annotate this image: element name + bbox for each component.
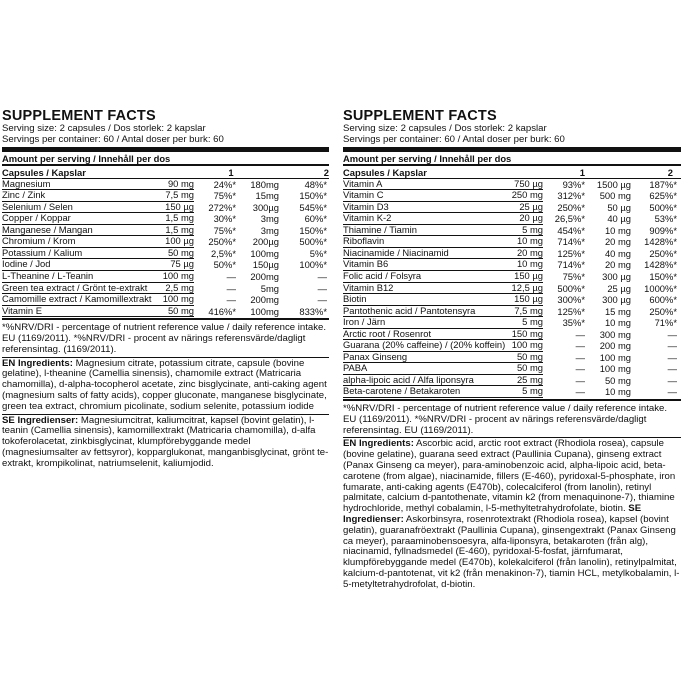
- amount-2: 1500 µg: [596, 178, 631, 190]
- panel-title: SUPPLEMENT FACTS: [343, 108, 497, 124]
- amount-2: 300 mg: [599, 328, 631, 340]
- amount-2: 10 mg: [604, 224, 631, 236]
- amount-2: 5mg: [260, 282, 279, 294]
- en-ingredients-text: Ascorbic acid, arctic root extract (Rhodiola rosea), capsule (bovine gelatine), guarana seed extract (Paullinia Cupana), ginseng extract (Panax Ginseng ca meyer), para-aminobenzoic acid, alpha-lipoic acid, beta-carotene (from algae), niacinamide, fillers (E-460), pyridoxal-5-phosphate, iron fumarate, anti-caking agents (E470b), colecalciferol (from lanolin), retinyl palmitate, calcium d-pantothenate, vitamin k2 (from menaquinone-7), thiamine hydrochloride, methyl cobalamin, l-5-methyltetrahydrofolate, biotin.: [343, 438, 676, 515]
- nrv-2: 1428%*: [644, 259, 677, 271]
- table-row: [343, 190, 681, 202]
- amount-2: 100mg: [250, 305, 279, 317]
- nrv-2: —: [667, 351, 677, 363]
- amount-1: 10 mg: [489, 259, 543, 271]
- amount-per-serving: Amount per serving / Innehåll per dos: [2, 152, 171, 164]
- nrv-2: 150%*: [649, 270, 677, 282]
- nutrient-name: Vitamin K-2: [343, 213, 489, 225]
- nutrient-table: [2, 179, 329, 318]
- nutrient-name: Vitamin B6: [343, 259, 489, 271]
- table-end-divider: [2, 318, 329, 320]
- nutrient-name: Biotin: [343, 294, 489, 306]
- nutrient-name: Riboflavin: [343, 236, 489, 248]
- amount-2: 200µg: [252, 236, 279, 248]
- amount-1: 250 mg: [489, 190, 543, 202]
- nutrient-name: Vitamin D3: [343, 202, 489, 214]
- se-ingredients-text: Askorbinsyra, rosenrotextrakt (Rhodiola rosea), kapsel (bovint gelatin), guaranafröextrakt (Paullinia Cupana), ginsengextrakt (Panax Ginseng ca meyer), paraaminobensoesyra, alfa-liponsyra, betakaroten (från alg), niacinamid, fyllnadsmedel (E-460), pyridoxal-5-fosfat, järnfumarat, klumpförebyggande medel (E470b), kolekalciferol (från lanolin), retinylpalmitat, kalcium-d-pantotenat, vit k2 (från menakinon-7), tiamin HCL, metylkobalamin, l-5-metyltetrahydrofolat, d-biotin.: [343, 513, 680, 590]
- header-col-1: 1: [228, 166, 234, 178]
- nrv-1: 500%*: [557, 282, 585, 294]
- nutrient-name: Pantothenic acid / Pantotensyra: [343, 306, 489, 318]
- amount-1: 25 mg: [489, 375, 543, 387]
- amount-2: 20 mg: [604, 259, 631, 271]
- panel-title: SUPPLEMENT FACTS: [2, 108, 156, 124]
- nrv-1: 272%*: [208, 201, 236, 213]
- table-header: [2, 164, 329, 179]
- amount-1: 7,5 mg: [489, 306, 543, 318]
- nrv-1: 93%*: [562, 178, 585, 190]
- amount-1: 75 µg: [150, 259, 194, 271]
- amount-2: 50 µg: [607, 201, 631, 213]
- nrv-2: 150%*: [299, 190, 327, 202]
- nutrient-name: Panax Ginseng: [343, 352, 489, 364]
- serving-size: Serving size: 2 capsules / Dos storlek: 2 kapslar: [343, 123, 547, 134]
- nrv-note: *%NRV/DRI - percentage of nutrient reference value / daily reference intake. EU (1169/2011). *%NRV/DRI - procent av närings referensvärde/dagligt referensintag. (1169/2011).: [2, 322, 327, 355]
- nutrient-name: Potassium / Kalium: [2, 248, 150, 260]
- en-ingredients-text: Magnesium citrate, potassium citrate, capsule (bovine gelatine), l-theanine (Camellia sinensis), chamomile extract (Matricaria chamomilla), d-alpha-tocopherol acetate, zinc bisglycinate, anti-caking agent (magnesium salts of fatty acids), copper gluconate, manganese bisglycinate, green tea extract, chromium picolinate, sodium selenite, potassium iodide: [2, 357, 327, 412]
- nrv-1: —: [575, 328, 585, 340]
- se-ingredients-label: SE Ingredienser:: [2, 414, 79, 426]
- amount-1: 5 mg: [489, 386, 543, 398]
- nutrient-name: Magnesium: [2, 179, 150, 191]
- amount-1: 100 mg: [150, 294, 194, 306]
- nrv-1: 24%*: [213, 178, 236, 190]
- nrv-1: 714%*: [557, 259, 585, 271]
- nrv-1: —: [575, 386, 585, 398]
- nrv-1: 300%*: [557, 294, 585, 306]
- amount-2: 15 mg: [604, 305, 631, 317]
- table-row: [343, 271, 681, 283]
- header-capsules: Capsules / Kapslar: [2, 166, 86, 178]
- amount-1: 50 mg: [489, 352, 543, 364]
- nrv-2: —: [667, 328, 677, 340]
- amount-1: 5 mg: [489, 317, 543, 329]
- nrv-1: 35%*: [562, 317, 585, 329]
- amount-per-serving: Amount per serving / Innehåll per dos: [343, 152, 512, 164]
- nutrient-name: L-Theanine / L-Teanin: [2, 271, 150, 283]
- nrv-2: —: [667, 363, 677, 375]
- nrv-2: —: [317, 282, 327, 294]
- amount-1: 1,5 mg: [150, 225, 194, 237]
- nutrient-name: Iron / Järn: [343, 317, 489, 329]
- nrv-2: 48%*: [304, 178, 327, 190]
- amount-1: 150 µg: [489, 271, 543, 283]
- header-capsules: Capsules / Kapslar: [343, 166, 427, 178]
- amount-1: 1,5 mg: [150, 213, 194, 225]
- table-row: [2, 190, 329, 202]
- table-row: [343, 306, 681, 318]
- supplement-facts-panel-left: [2, 109, 329, 470]
- nrv-2: 1428%*: [644, 236, 677, 248]
- nrv-2: —: [667, 340, 677, 352]
- nrv-1: 75%*: [562, 270, 585, 282]
- nrv-1: 312%*: [557, 190, 585, 202]
- nutrient-name: Guarana (20% caffeine) / (20% koffein): [343, 339, 506, 351]
- amount-2: 100 mg: [599, 363, 631, 375]
- table-row: [2, 248, 329, 260]
- nutrient-name: alpha-lipoic acid / Alfa liponsyra: [343, 375, 489, 387]
- amount-2: 200mg: [250, 270, 279, 282]
- amount-1: 150 µg: [150, 202, 194, 214]
- amount-1: 100 mg: [150, 271, 194, 283]
- amount-1: 50 mg: [150, 306, 194, 318]
- nrv-1: —: [226, 270, 236, 282]
- nrv-2: 71%*: [654, 317, 677, 329]
- nrv-2: 53%*: [654, 213, 677, 225]
- nrv-2: 909%*: [649, 224, 677, 236]
- amount-2: 40 mg: [604, 247, 631, 259]
- nutrient-name: Copper / Koppar: [2, 213, 150, 225]
- table-row: [343, 386, 681, 398]
- table-row: [343, 283, 681, 295]
- nrv-2: 625%*: [649, 190, 677, 202]
- nutrient-table: [343, 179, 681, 398]
- nrv-1: 125%*: [557, 247, 585, 259]
- amount-2: 300µg: [252, 201, 279, 213]
- nutrient-name: Thiamine / Tiamin: [343, 225, 489, 237]
- header-col-2: 2: [667, 166, 673, 178]
- amount-1: 150 µg: [489, 294, 543, 306]
- amount-2: 3mg: [260, 213, 279, 225]
- nrv-1: —: [575, 374, 585, 386]
- table-row: [343, 202, 681, 214]
- amount-1: 100 mg: [489, 340, 543, 352]
- header-col-1: 1: [579, 166, 585, 178]
- table-row: [343, 317, 681, 329]
- en-ingredients: [2, 357, 329, 413]
- amount-1: 150 mg: [489, 329, 543, 341]
- amount-2: 200mg: [250, 294, 279, 306]
- nrv-2: —: [317, 294, 327, 306]
- nrv-1: 75%*: [213, 190, 236, 202]
- nrv-1: 50%*: [213, 259, 236, 271]
- amount-2: 500 mg: [599, 190, 631, 202]
- nrv-2: 150%*: [299, 224, 327, 236]
- nrv-1: 26,5%*: [554, 213, 585, 225]
- table-end-divider: [343, 399, 681, 401]
- en-ingredients-label: EN Ingredients:: [343, 438, 414, 450]
- nrv-1: 30%*: [213, 213, 236, 225]
- amount-2: 180mg: [250, 178, 279, 190]
- nrv-2: —: [317, 270, 327, 282]
- nutrient-name: Selenium / Selen: [2, 202, 150, 214]
- amount-1: 100 µg: [150, 236, 194, 248]
- nrv-2: 5%*: [309, 247, 327, 259]
- nutrient-name: Green tea extract / Grönt te-extrakt: [2, 283, 150, 295]
- nrv-1: 714%*: [557, 236, 585, 248]
- amount-2: 300 µg: [602, 270, 631, 282]
- nrv-2: 500%*: [299, 236, 327, 248]
- nrv-1: 125%*: [557, 305, 585, 317]
- amount-2: 10 mg: [604, 317, 631, 329]
- nrv-2: 250%*: [649, 247, 677, 259]
- nrv-1: 416%*: [208, 305, 236, 317]
- nrv-2: 545%*: [299, 201, 327, 213]
- table-header: [343, 164, 681, 179]
- amount-1: 5 mg: [489, 225, 543, 237]
- en-ingredients-label: EN Ingredients:: [2, 357, 73, 369]
- amount-1: 750 µg: [489, 179, 543, 191]
- nrv-2: 500%*: [649, 201, 677, 213]
- amount-2: 10 mg: [604, 386, 631, 398]
- table-row: [2, 271, 329, 283]
- nrv-1: 2,5%*: [210, 247, 236, 259]
- se-ingredients-text: Magnesiumcitrat, kaliumcitrat, kapsel (bovint gelatin), l-teanin (Camellia sinensis), kamomillextrakt (Matricaria chamomilla), d-alfa tokoferolacetat, zinkbisglycinat, klumpförebyggande medel (magnesiumsalter av fettsyror), kopparglukonat, manganbisglycinat, grönt te-extrakt, krompikolinat, natriumselenit, kaliumjodid.: [2, 414, 329, 469]
- nrv-2: 187%*: [649, 178, 677, 190]
- amount-2: 20 mg: [604, 236, 631, 248]
- nrv-2: 100%*: [299, 259, 327, 271]
- nrv-1: 250%*: [557, 201, 585, 213]
- servings-per-container: Servings per container: 60 / Antal doser per burk: 60: [343, 133, 565, 145]
- table-row: [343, 352, 681, 364]
- amount-2: 200 mg: [599, 340, 631, 352]
- amount-2: 100mg: [250, 247, 279, 259]
- amount-1: 50 mg: [150, 248, 194, 260]
- nrv-1: 75%*: [213, 224, 236, 236]
- amount-2: 100 mg: [599, 351, 631, 363]
- nutrient-name: Vitamin E: [2, 306, 150, 318]
- nrv-1: —: [575, 340, 585, 352]
- servings-per-container: Servings per container: 60 / Antal doser per burk: 60: [2, 133, 224, 145]
- amount-2: 40 µg: [607, 213, 631, 225]
- table-row: [343, 248, 681, 260]
- amount-2: 25 µg: [607, 282, 631, 294]
- serving-size: Serving size: 2 capsules / Dos storlek: 2 kapslar: [2, 123, 206, 134]
- table-row: [343, 225, 681, 237]
- nutrient-name: Arctic root / Rosenrot: [343, 329, 489, 341]
- nrv-1: —: [575, 363, 585, 375]
- nrv-1: —: [226, 282, 236, 294]
- nrv-2: 1000%*: [644, 282, 677, 294]
- nutrient-name: PABA: [343, 363, 489, 375]
- amount-1: 25 µg: [489, 202, 543, 214]
- amount-2: 150µg: [252, 259, 279, 271]
- amount-2: 50 mg: [604, 374, 631, 386]
- nutrient-name: Camomille extract / Kamomillextrakt: [2, 293, 152, 305]
- nutrient-name: Vitamin B12: [343, 283, 489, 295]
- nrv-2: —: [667, 374, 677, 386]
- nrv-2: 833%*: [299, 305, 327, 317]
- amount-1: 7,5 mg: [150, 190, 194, 202]
- nutrient-name: Chromium / Krom: [2, 236, 150, 248]
- amount-2: 15mg: [255, 190, 279, 202]
- nutrient-name: Zinc / Zink: [2, 190, 150, 202]
- nrv-1: —: [226, 294, 236, 306]
- amount-1: 90 mg: [150, 179, 194, 191]
- nrv-2: 600%*: [649, 294, 677, 306]
- nutrient-name: Manganese / Mangan: [2, 225, 150, 237]
- nrv-2: 60%*: [304, 213, 327, 225]
- header-col-2: 2: [323, 166, 329, 178]
- nrv-2: —: [667, 386, 677, 398]
- nrv-2: 250%*: [649, 305, 677, 317]
- nutrient-name: Vitamin A: [343, 179, 489, 191]
- nrv-note: *%NRV/DRI - percentage of nutrient reference value / daily reference intake. EU (1169/2011). *%NRV/DRI - procent av närings referensvärde/dagligt referensintag. EU (1169/2011).: [343, 402, 668, 436]
- nutrient-name: Niacinamide / Niacinamid: [343, 248, 489, 260]
- amount-1: 12,5 µg: [489, 283, 543, 295]
- nutrient-name: Beta-carotene / Betakaroten: [343, 386, 489, 398]
- amount-1: 20 mg: [489, 248, 543, 260]
- se-ingredients-label: SE Ingredienser:: [343, 503, 642, 525]
- amount-1: 50 mg: [489, 363, 543, 375]
- nutrient-name: Folic acid / Folsyra: [343, 271, 489, 283]
- se-ingredients: [2, 414, 329, 470]
- supplement-facts-panel-right: [343, 109, 681, 591]
- table-row: [2, 294, 329, 306]
- amount-1: 20 µg: [489, 213, 543, 225]
- table-row: [343, 294, 681, 306]
- amount-1: 10 mg: [489, 236, 543, 248]
- amount-2: 300 µg: [602, 294, 631, 306]
- amount-2: 3mg: [260, 224, 279, 236]
- nrv-1: 454%*: [557, 224, 585, 236]
- amount-1: 2,5 mg: [150, 283, 194, 295]
- nutrient-name: Vitamin C: [343, 190, 489, 202]
- nutrient-name: Iodine / Jod: [2, 259, 150, 271]
- ingredients: [343, 437, 681, 590]
- nrv-1: 250%*: [208, 236, 236, 248]
- nrv-1: —: [575, 351, 585, 363]
- table-row: [2, 306, 329, 318]
